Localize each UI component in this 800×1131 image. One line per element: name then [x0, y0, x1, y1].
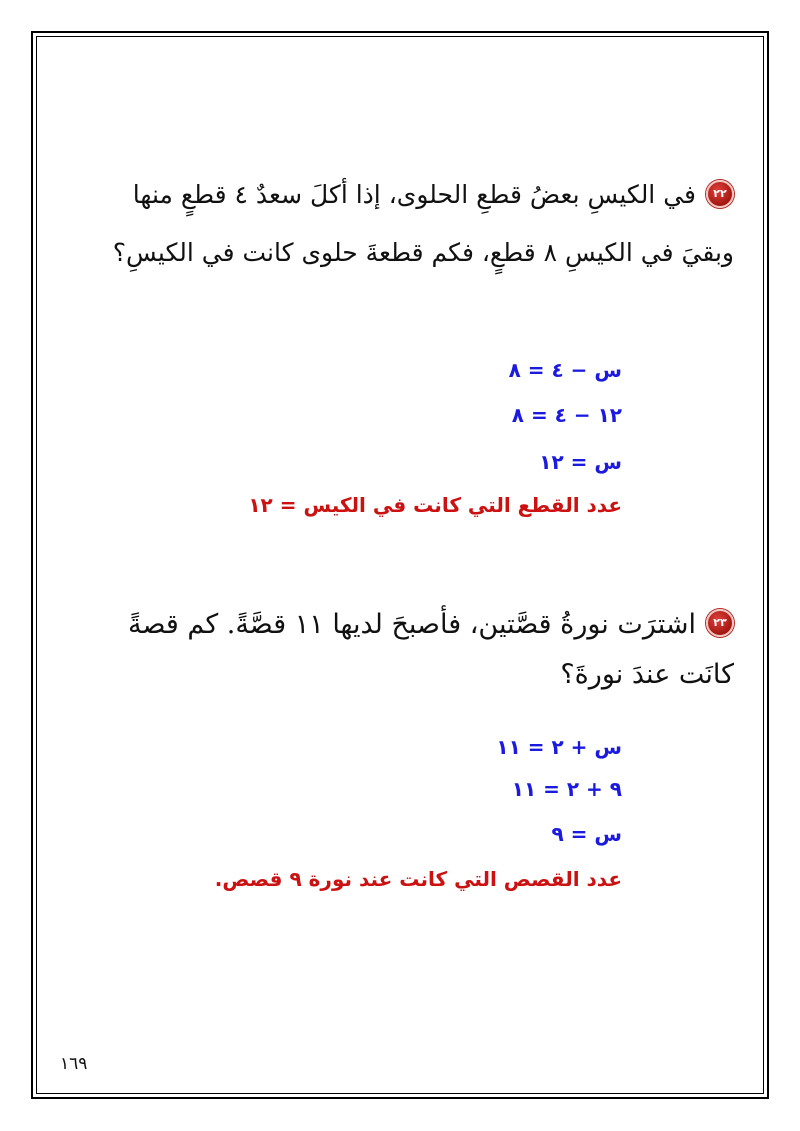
problem-23	[84, 600, 734, 700]
problem-22	[84, 166, 734, 282]
equation-line: س + ٢ = ١١	[496, 735, 622, 759]
problem-number-badge: ٢٣	[706, 609, 734, 637]
problem-text: في الكيسِ بعضُ قطعِ الحلوى، إذا أكلَ سعدٌ ٤ قطعٍ منها وبقيَ في الكيسِ ٨ قطعٍ، فكم قطعةَ حلوى كانت في الكيسِ؟	[112, 180, 734, 267]
equation-line: س = ٩	[551, 822, 622, 846]
equation-line: س − ٤ = ٨	[508, 358, 622, 382]
problem-number-badge: ٢٢	[706, 180, 734, 208]
answer-statement: عدد القطع التي كانت في الكيس = ١٢	[248, 493, 622, 517]
equation-line: ٩ + ٢ = ١١	[511, 777, 622, 801]
equation-line: ١٢ − ٤ = ٨	[511, 403, 622, 427]
equation-line: س = ١٢	[539, 450, 622, 474]
problem-text: اشترَت نورةُ قصَّتين، فأصبحَ لديها ١١ قصَّةً. كم قصةً كانَت عندَ نورةَ؟	[127, 609, 734, 690]
page-number: ١٦٩	[60, 1054, 88, 1074]
answer-statement: عدد القصص التي كانت عند نورة ٩ قصص.	[214, 867, 622, 891]
